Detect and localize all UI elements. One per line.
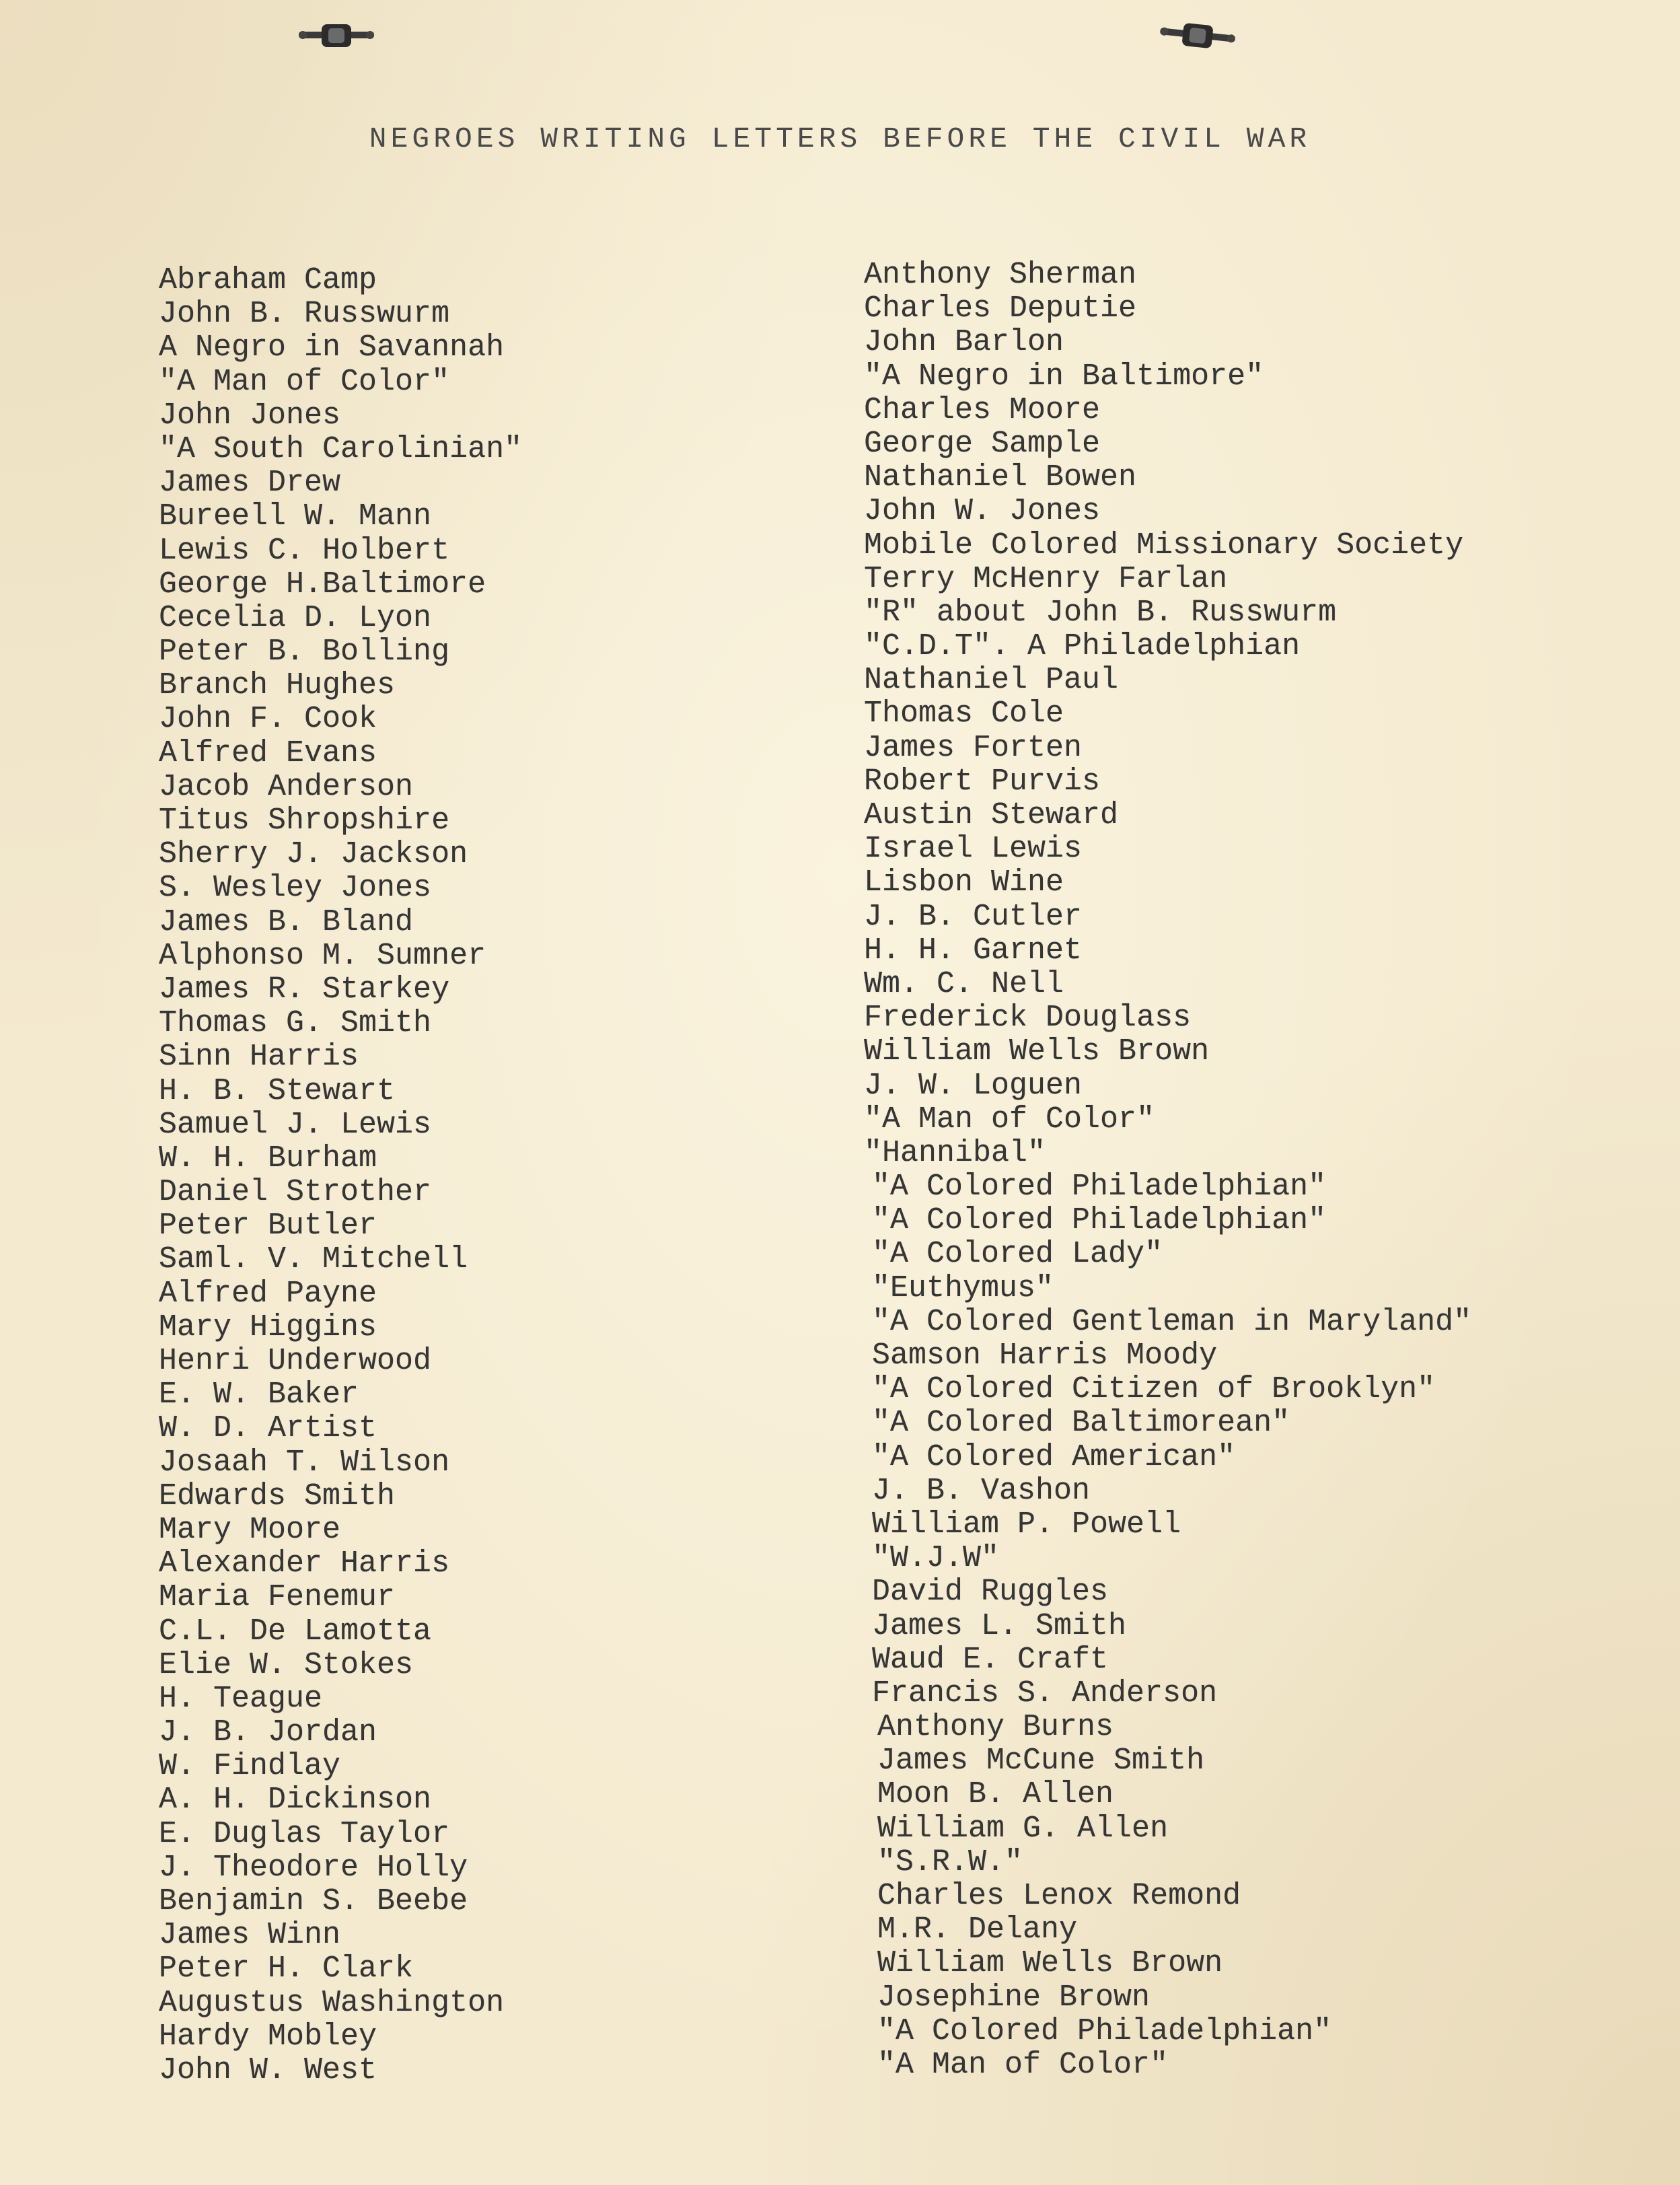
list-item: David Ruggles (872, 1575, 1109, 1610)
list-item: Augustus Washington (159, 1985, 505, 2020)
list-item: John F. Cook (159, 702, 377, 737)
list-item: W. D. Artist (159, 1411, 377, 1446)
list-item: Thomas Cole (864, 696, 1064, 731)
list-item: J. B. Cutler (864, 899, 1083, 934)
list-item: Elie W. Stokes (159, 1647, 414, 1682)
list-item: Samuel J. Lewis (159, 1107, 432, 1142)
list-item: John W. Jones (864, 494, 1101, 529)
list-item: Alfred Payne (159, 1276, 377, 1311)
list-item: "A Colored American" (872, 1439, 1236, 1474)
list-item: Maria Fenemur (159, 1580, 396, 1615)
list-item: "S.R.W." (877, 1844, 1023, 1879)
list-item: Sinn Harris (159, 1040, 359, 1075)
list-item: Sherry J. Jackson (159, 837, 468, 872)
binder-clip-icon (296, 20, 377, 51)
list-item: W. Findlay (159, 1749, 341, 1784)
list-item: William P. Powell (872, 1507, 1181, 1542)
list-item: Bureell W. Mann (159, 499, 432, 534)
list-item: Charles Moore (864, 392, 1101, 427)
list-item: Francis S. Anderson (872, 1676, 1218, 1711)
list-item: M.R. Delany (877, 1912, 1078, 1947)
list-item: James Drew (159, 466, 341, 501)
list-item: Mobile Colored Missionary Society (864, 528, 1464, 563)
list-item: E. Duglas Taylor (159, 1816, 450, 1851)
list-item: James Winn (159, 1918, 341, 1953)
list-item: Lisbon Wine (864, 865, 1064, 900)
list-item: S. Wesley Jones (159, 871, 432, 906)
list-item: Titus Shropshire (159, 803, 450, 838)
list-item: Mary Moore (159, 1512, 341, 1547)
list-item: John B. Russwurm (159, 297, 450, 332)
list-item: George Sample (864, 426, 1101, 461)
list-item: "A Colored Philadelphian" (872, 1170, 1327, 1205)
list-item: E. W. Baker (159, 1377, 359, 1412)
list-item: "Hannibal" (864, 1135, 1046, 1170)
binder-clip-icon (1157, 20, 1238, 51)
list-item: James B. Bland (159, 904, 414, 939)
list-item: H. Teague (159, 1681, 323, 1716)
right-name-list (864, 258, 1671, 2082)
list-item: Wm. C. Nell (864, 966, 1064, 1001)
list-item: "A Colored Philadelphian" (872, 1203, 1327, 1238)
list-item: William G. Allen (877, 1811, 1169, 1846)
list-item: A Negro in Savannah (159, 330, 505, 365)
list-item: Frederick Douglass (864, 1001, 1192, 1036)
list-item: Cecelia D. Lyon (159, 600, 432, 635)
list-item: Nathaniel Paul (864, 663, 1119, 698)
list-item: Terry McHenry Farlan (864, 561, 1228, 596)
list-item: "A Man of Color" (159, 364, 450, 399)
list-item: Waud E. Craft (872, 1642, 1109, 1677)
list-item: J. B. Jordan (159, 1715, 377, 1750)
list-item: Edwards Smith (159, 1478, 396, 1513)
document-title: NEGROES WRITING LETTERS BEFORE THE CIVIL WAR (369, 122, 1311, 155)
list-item: Samson Harris Moody (872, 1338, 1218, 1373)
list-item: J. W. Loguen (864, 1068, 1083, 1103)
list-item: "A Colored Baltimorean" (872, 1406, 1290, 1441)
list-item: "A Colored Philadelphian" (877, 2013, 1332, 2048)
list-item: "A Negro in Baltimore" (864, 359, 1264, 394)
list-item: James Forten (864, 730, 1083, 765)
list-item: Daniel Strother (159, 1175, 432, 1210)
list-item: Josaah T. Wilson (159, 1445, 450, 1480)
list-item: "Euthymus" (872, 1270, 1054, 1305)
list-item: J. Theodore Holly (159, 1850, 468, 1885)
list-item: Alphonso M. Sumner (159, 938, 486, 973)
list-item: Alexander Harris (159, 1546, 450, 1581)
list-item: Hardy Mobley (159, 2019, 377, 2054)
list-item: "A Man of Color" (864, 1102, 1155, 1137)
list-item: Peter H. Clark (159, 1951, 414, 1986)
list-item: "A Man of Color" (877, 2047, 1169, 2082)
list-item: "A Colored Lady" (872, 1237, 1163, 1272)
list-item: Thomas G. Smith (159, 1006, 432, 1041)
list-item: Mary Higgins (159, 1310, 377, 1345)
list-item: John Jones (159, 398, 341, 433)
list-item: Peter B. Bolling (159, 635, 450, 670)
list-item: Charles Deputie (864, 291, 1137, 326)
list-item: Israel Lewis (864, 832, 1083, 867)
list-item: "A Colored Citizen of Brooklyn" (872, 1372, 1436, 1407)
list-item: "W.J.W" (872, 1541, 1000, 1576)
list-item: Austin Steward (864, 798, 1119, 832)
list-item: Abraham Camp (159, 263, 377, 297)
list-item: H. B. Stewart (159, 1073, 396, 1108)
list-item: James L. Smith (872, 1608, 1127, 1643)
list-item: James R. Starkey (159, 972, 450, 1007)
list-item: Saml. V. Mitchell (159, 1242, 468, 1277)
list-item: William Wells Brown (877, 1946, 1223, 1981)
list-item: John Barlon (864, 325, 1064, 360)
list-item: George H.Baltimore (159, 567, 486, 602)
left-name-list (159, 264, 818, 2087)
list-item: "C.D.T". A Philadelphian (864, 629, 1301, 664)
list-item: Branch Hughes (159, 668, 396, 703)
list-item: "A Colored Gentleman in Maryland" (872, 1304, 1472, 1339)
list-item: Lewis C. Holbert (159, 533, 450, 568)
list-item: C.L. De Lamotta (159, 1614, 432, 1649)
list-item: H. H. Garnet (864, 933, 1083, 968)
list-item: Anthony Burns (877, 1710, 1114, 1745)
list-item: John W. West (159, 2052, 377, 2087)
list-item: A. H. Dickinson (159, 1783, 432, 1818)
list-item: William Wells Brown (864, 1034, 1210, 1069)
list-item: Nathaniel Bowen (864, 460, 1137, 495)
list-item: James McCune Smith (877, 1744, 1205, 1779)
list-item: Henri Underwood (159, 1344, 432, 1378)
list-item: Josephine Brown (877, 1980, 1151, 2015)
list-item: J. B. Vashon (872, 1473, 1091, 1508)
list-item: Anthony Sherman (864, 258, 1137, 292)
list-item: Peter Butler (159, 1209, 377, 1244)
list-item: Moon B. Allen (877, 1777, 1114, 1812)
list-item: Charles Lenox Remond (877, 1879, 1241, 1913)
list-item: Robert Purvis (864, 764, 1101, 799)
list-item: Alfred Evans (159, 736, 377, 771)
list-item: Benjamin S. Beebe (159, 1884, 468, 1919)
list-item: W. H. Burham (159, 1141, 377, 1176)
list-item: "R" about John B. Russwurm (864, 595, 1337, 630)
list-item: Jacob Anderson (159, 769, 414, 804)
list-item: "A South Carolinian" (159, 431, 523, 466)
